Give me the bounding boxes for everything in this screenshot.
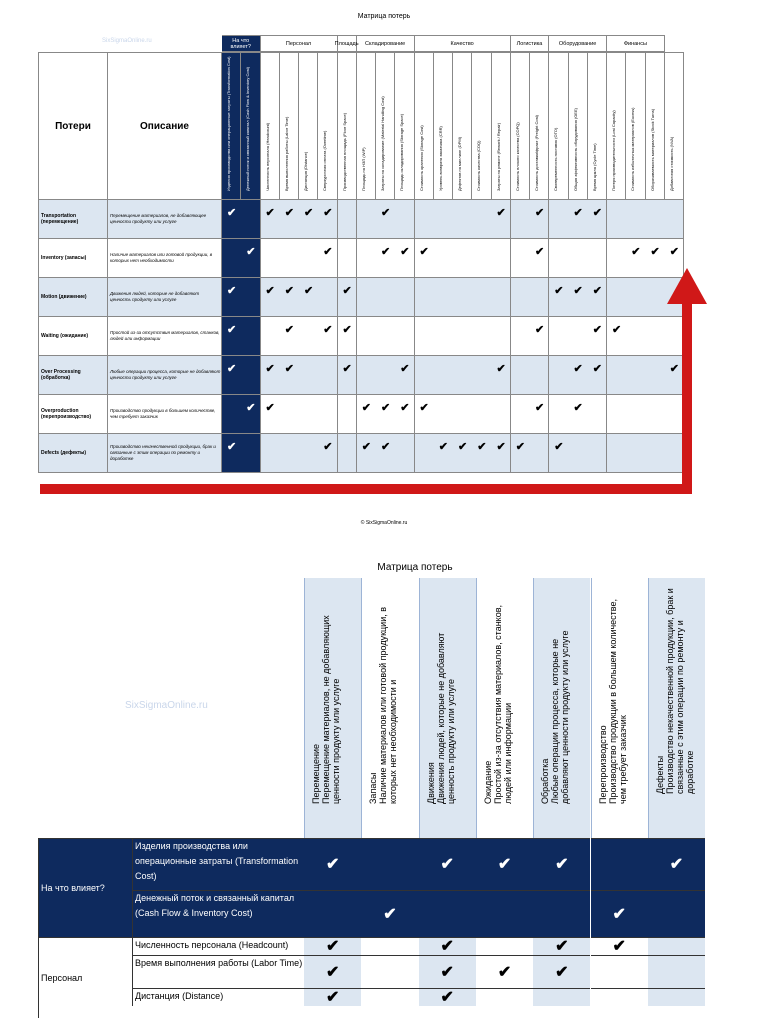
check-icon: ✔ [325, 989, 340, 1006]
check-icon: ✔ [535, 402, 545, 414]
bottom-column-header-label [655, 542, 695, 794]
bottom-column-header [361, 578, 418, 838]
bottom-matrix-cell [304, 937, 361, 955]
check-icon: ✔ [323, 324, 333, 336]
bottom-column-header-line: Производство продукции в большем количестве, [607, 599, 618, 804]
check-icon: ✔ [325, 938, 340, 955]
check-icon: ✔ [246, 402, 256, 414]
row-description: Наличие материалов или готовой продукции, в которых нет необходимости [108, 239, 222, 278]
check-icon: ✔ [381, 441, 391, 453]
column-header-label: Потеря производительности (Lost Capacity) [611, 110, 616, 191]
bottom-column-header [591, 578, 648, 838]
check-icon: ✔ [440, 963, 454, 981]
row-description: Производство продукции в большем количестве, чем требует заказчик [108, 395, 222, 434]
check-icon: ✔ [323, 441, 333, 453]
check-icon: ✔ [342, 285, 352, 297]
row-description: Движения людей, которые не добавляют ценность продукту или услуге [108, 278, 222, 317]
check-icon: ✔ [246, 246, 256, 258]
bottom-item-label: Время выполнения работы (Labor Time) [132, 955, 304, 988]
check-icon: ✔ [383, 905, 397, 923]
check-icon: ✔ [612, 324, 622, 336]
check-icon: ✔ [381, 402, 391, 414]
bottom-column-header-label [368, 552, 398, 804]
bottom-column-header-line: Любые операции процесса, которые не [550, 638, 561, 804]
check-icon: ✔ [342, 363, 352, 375]
check-icon: ✔ [265, 285, 275, 297]
bottom-group-label: Персонал [38, 937, 132, 1018]
bottom-item-label: Изделия производства или операционные затраты (Transformation Cost) [132, 838, 304, 890]
bottom-matrix-cell [419, 988, 476, 1006]
bottom-matrix-cell [476, 937, 533, 955]
check-icon: ✔ [265, 363, 275, 375]
check-icon: ✔ [265, 402, 275, 414]
check-icon: ✔ [227, 441, 237, 453]
check-icon: ✔ [573, 207, 583, 219]
check-icon: ✔ [438, 441, 448, 453]
group-header: Финансы [607, 35, 665, 52]
bottom-column-header-line: Наличие материалов или готовой продукции, в [378, 606, 389, 804]
check-icon: ✔ [554, 441, 564, 453]
bottom-matrix-cell [419, 838, 476, 890]
bottom-matrix-cell [304, 890, 361, 937]
bottom-matrix-cell [648, 955, 705, 988]
group-header: Логистика [511, 35, 550, 52]
column-header-label: Оборачиваемость материалов (Stock Turns) [649, 108, 655, 191]
bottom-column-header-line: которых нет необходимости и [388, 679, 399, 804]
check-icon: ✔ [284, 285, 294, 297]
row-description: Простой из-за отсутствия материалов, станков, людей или информации [108, 317, 222, 356]
group-header: Складирование [357, 35, 415, 52]
check-icon: ✔ [669, 363, 679, 375]
header-affects: На что влияет? [222, 35, 261, 52]
bottom-matrix-cell [533, 988, 590, 1006]
top-watermark: SixSigmaOnline.ru [102, 38, 152, 44]
bottom-matrix-cell [304, 955, 361, 988]
check-icon: ✔ [573, 285, 583, 297]
bottom-matrix-cell [533, 955, 590, 988]
bottom-column-header-line: ценность продукту или услуге [445, 678, 456, 804]
bottom-column-header-label [598, 552, 628, 804]
bottom-matrix-cell [648, 890, 705, 937]
check-icon: ✔ [323, 246, 333, 258]
check-icon: ✔ [669, 246, 679, 258]
check-icon: ✔ [381, 207, 391, 219]
row-loss-name: Overproduction (перепроизводство) [38, 395, 108, 434]
copyright: © SixSigmaOnline.ru [360, 520, 408, 526]
check-icon: ✔ [325, 856, 340, 873]
bottom-matrix-cell [361, 988, 418, 1006]
row-loss-name: Over Processing (обработка) [38, 356, 108, 395]
check-icon: ✔ [555, 963, 569, 981]
row-loss-name: Inventory (запасы) [38, 239, 108, 278]
check-icon: ✔ [592, 207, 602, 219]
row-description: Перемещение материалов, не добавляющее ценности продукту или услуге [108, 200, 222, 239]
column-header-label: Своевременность поставок (OTD) [553, 127, 559, 191]
bottom-matrix-cell [361, 890, 418, 937]
bottom-matrix-cell [476, 955, 533, 988]
bottom-item-label: Численность персонала (Headcount) [132, 937, 304, 955]
check-icon: ✔ [535, 207, 545, 219]
bottom-column-header-line: связанные с этим операции по ремонту и [674, 620, 685, 794]
bottom-matrix-cell [419, 937, 476, 955]
column-header-label: Производственная площадь (Floor Space) [341, 112, 347, 191]
column-header-label: Изделия производства или операционные затраты (Transformation Cost) [226, 56, 231, 191]
check-icon: ✔ [419, 246, 429, 258]
check-icon: ✔ [554, 285, 564, 297]
check-icon: ✔ [440, 938, 454, 955]
bottom-matrix-cell [361, 838, 418, 890]
bottom-matrix-cell [533, 937, 590, 955]
check-icon: ✔ [477, 441, 487, 453]
check-icon: ✔ [325, 963, 340, 981]
bottom-column-header-label [540, 552, 570, 804]
check-icon: ✔ [535, 246, 545, 258]
column-header-label: Время выполнения работы (Labor Time) [283, 116, 289, 191]
check-icon: ✔ [304, 285, 314, 297]
check-icon: ✔ [440, 989, 454, 1006]
bottom-column-header [304, 578, 361, 838]
check-icon: ✔ [573, 363, 583, 375]
bottom-item-label: Дистанция (Distance) [132, 988, 304, 1006]
column-header-label: Стоимость избыточных материалов (Excess) [630, 107, 636, 191]
bottom-matrix-cell [419, 955, 476, 988]
bottom-column-header [476, 578, 533, 838]
top-title: Матрица потерь [357, 13, 411, 20]
check-icon: ✔ [496, 363, 506, 375]
check-icon: ✔ [419, 402, 429, 414]
column-header-label: Дефектов на миллион (DPM) [457, 136, 462, 191]
check-icon: ✔ [592, 324, 602, 336]
row-loss-name: Waiting (ожидание) [38, 317, 108, 356]
column-header-label: Уровень возврата заказчика (CRR) [437, 126, 443, 191]
column-header-label: Затраты на складирование (Material Handling Cost) [380, 96, 385, 191]
check-icon: ✔ [497, 963, 512, 981]
group-header: Площадь [338, 35, 357, 52]
check-icon: ✔ [400, 402, 410, 414]
bottom-matrix-cell [533, 890, 590, 937]
bottom-column-header-line: доработке [684, 750, 695, 794]
check-icon: ✔ [535, 324, 545, 336]
column-header-label: Сверхурочная оплата (Overtime) [322, 130, 328, 191]
bottom-column-header-line: добавляют ценности продукту или услуге [560, 630, 571, 804]
bottom-matrix-cell [304, 988, 361, 1006]
bottom-title: Матрица потерь [377, 562, 453, 573]
check-icon: ✔ [342, 324, 352, 336]
column-header-label: Дистанция (Distance) [303, 151, 308, 191]
check-icon: ✔ [265, 207, 275, 219]
column-header-label: Стоимость хранения (Storage Cost) [418, 125, 424, 191]
bottom-matrix-cell [648, 988, 705, 1006]
group-header: Оборудование [549, 35, 607, 52]
bottom-column-header [533, 578, 590, 838]
check-icon: ✔ [400, 363, 410, 375]
check-icon: ✔ [381, 246, 391, 258]
check-icon: ✔ [515, 441, 525, 453]
bottom-matrix-cell [361, 937, 418, 955]
column-header-label: Стоимость доставки/фрахт (Freight Cost) [534, 114, 539, 191]
row-loss-name: Transportation (перемещение) [38, 200, 108, 239]
bottom-column-header-line: Перепроизводство [597, 725, 608, 804]
check-icon: ✔ [361, 402, 371, 414]
bottom-matrix-cell [591, 988, 648, 1006]
bottom-column-header-line: Движения [425, 762, 436, 804]
row-description: Производство некачественной продукции, брак и связанные с этим операции по ремонту и доработке [108, 434, 222, 473]
bottom-item-label: Денежный поток и связанный капитал (Cash Flow & Inventory Cost) [132, 890, 304, 937]
column-header-label: Стоимость качества (COQ) [476, 140, 482, 191]
check-icon: ✔ [592, 285, 602, 297]
bottom-column-header-line: Перемещение [311, 744, 321, 804]
bottom-column-header [419, 578, 476, 838]
check-icon: ✔ [458, 441, 468, 453]
check-icon: ✔ [650, 246, 660, 258]
bottom-column-header-line: Ожидание [482, 760, 493, 804]
bottom-matrix-cell [591, 890, 648, 937]
check-icon: ✔ [304, 207, 314, 219]
check-icon: ✔ [496, 207, 506, 219]
bottom-column-header-line: Производство некачественной продукции, брак и [664, 588, 675, 794]
check-icon: ✔ [284, 363, 294, 375]
bottom-matrix-cell [591, 838, 648, 890]
header-losses: Потери [38, 52, 108, 200]
bottom-column-header-line: чем требует заказчик [617, 715, 628, 804]
check-icon: ✔ [227, 207, 237, 219]
bottom-matrix-cell [648, 838, 705, 890]
bottom-matrix-cell [648, 937, 705, 955]
bottom-column-header-line: Перемещение материалов, не добавляющих [321, 615, 331, 804]
bottom-group-label: На что влияет? [38, 838, 132, 937]
check-icon: ✔ [631, 246, 641, 258]
bottom-matrix-cell [304, 838, 361, 890]
bottom-matrix-cell [533, 838, 590, 890]
column-header-label: Стоимость плохого качества (COPQ) [514, 122, 520, 191]
check-icon: ✔ [555, 938, 569, 955]
group-header: Персонал [261, 35, 338, 52]
check-icon: ✔ [227, 285, 237, 297]
bottom-column-header-line: Движения людей, которые не добавляют [435, 632, 446, 804]
bottom-column-header-line: ценности продукту или услуге [331, 678, 341, 804]
check-icon: ✔ [400, 246, 410, 258]
bottom-matrix-cell [476, 838, 533, 890]
bottom-column-header [648, 578, 705, 838]
bottom-matrix-cell [476, 890, 533, 937]
bottom-watermark: SixSigmaOnline.ru [125, 700, 208, 711]
check-icon: ✔ [496, 441, 506, 453]
check-icon: ✔ [227, 324, 237, 336]
row-loss-name: Defects (дефекты) [38, 434, 108, 473]
bottom-matrix-cell [591, 937, 648, 955]
group-header: Качество [415, 35, 511, 52]
column-header-label: Площадь складирования (Storage Space) [399, 113, 405, 191]
bottom-column-header-label [483, 552, 513, 804]
header-description: Описание [108, 52, 222, 200]
bottom-column-header-line: Запасы [368, 772, 379, 804]
row-loss-name: Motion (движение) [38, 278, 108, 317]
column-header-label: Время цикла (Cycle Time) [591, 143, 597, 191]
column-header-label: Численность персонала (Headcount) [264, 122, 270, 191]
check-icon: ✔ [227, 363, 237, 375]
check-icon: ✔ [284, 207, 294, 219]
column-header-label: Общая эффективность оборудования (OEE) [572, 108, 578, 191]
check-icon: ✔ [669, 856, 684, 873]
bottom-column-header-line: Обработка [540, 758, 551, 804]
row-description: Любые операции процесса, которые не добавляют ценности продукту или услуге [108, 356, 222, 395]
bottom-column-header-line: Простой из-за отсутствия материалов, станков, [492, 605, 503, 804]
column-header-label: Площадь на НЗП (WIP) [360, 147, 366, 191]
bottom-column-header-label [426, 552, 456, 804]
bottom-matrix-cell [591, 955, 648, 988]
check-icon: ✔ [284, 324, 294, 336]
bottom-column-header-line: людей или информации [502, 702, 513, 804]
bottom-matrix-cell [361, 955, 418, 988]
check-icon: ✔ [555, 856, 569, 873]
bottom-column-header-line: Дефекты [654, 755, 665, 794]
bottom-matrix-cell [419, 890, 476, 937]
column-header-label: Денежный поток и связанный капитал (Cash Flow & Inventory Cost) [245, 66, 251, 191]
check-icon: ✔ [361, 441, 371, 453]
check-icon: ✔ [612, 938, 626, 955]
bottom-column-header-label [311, 552, 341, 804]
column-header-label: Добавочная стоимость (NVA) [668, 136, 674, 191]
bottom-matrix-cell [476, 988, 533, 1006]
check-icon: ✔ [497, 856, 512, 873]
check-icon: ✔ [573, 402, 583, 414]
column-header-label: Затраты на ремонт (Rework / Repair) [495, 122, 501, 191]
check-icon: ✔ [323, 207, 333, 219]
check-icon: ✔ [612, 905, 626, 923]
check-icon: ✔ [440, 856, 454, 873]
check-icon: ✔ [592, 363, 602, 375]
